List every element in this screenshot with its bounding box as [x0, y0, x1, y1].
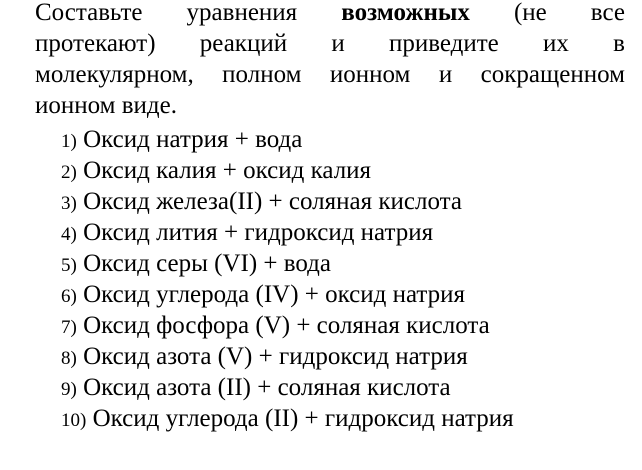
item-text: Оксид натрия + вода	[83, 126, 303, 153]
list-item	[61, 279, 465, 310]
item-text: Оксид серы (VI) + вода	[83, 250, 332, 277]
list-item	[61, 217, 433, 248]
item-text: Оксид фосфора (V) + соляная кислота	[83, 312, 490, 339]
task-word: их	[543, 30, 569, 57]
task-line-3	[35, 59, 625, 90]
item-number: 4)	[61, 224, 77, 245]
task-word: молекулярном,	[35, 61, 194, 88]
item-number: 10)	[61, 410, 87, 431]
item-text: Оксид калия + оксид калия	[83, 157, 372, 184]
task-line-4: ионном виде.	[35, 92, 177, 119]
task-word: протекают)	[35, 30, 156, 57]
task-word-emphasis: возможных	[341, 0, 470, 26]
list-item	[61, 310, 490, 341]
task-word: реакций	[199, 30, 288, 57]
item-text: Оксид углерода (IV) + оксид натрия	[83, 281, 466, 308]
task-word: в	[613, 30, 625, 57]
item-number: 8)	[61, 348, 77, 369]
list-item	[61, 186, 462, 217]
item-number: 5)	[61, 255, 77, 276]
task-line-2	[35, 28, 625, 59]
task-word: ионном	[329, 61, 411, 88]
task-word: приведите	[388, 30, 499, 57]
item-number: 3)	[61, 193, 77, 214]
item-number: 1)	[61, 131, 77, 152]
task-word: и	[331, 30, 345, 57]
list-item	[61, 372, 451, 403]
task-word: (не	[513, 0, 547, 26]
item-text: Оксид железа(II) + соляная кислота	[83, 188, 462, 215]
task-word: Составьте	[35, 0, 143, 26]
task-line-1	[35, 0, 625, 28]
item-text: Оксид лития + гидроксид натрия	[83, 219, 434, 246]
item-text: Оксид азота (II) + соляная кислота	[83, 374, 451, 401]
list-item	[61, 341, 468, 372]
item-number: 6)	[61, 286, 77, 307]
task-word: и	[438, 61, 453, 88]
task-word: все	[590, 0, 625, 26]
task-word: сокращенном	[480, 61, 625, 88]
list-item	[61, 124, 302, 155]
list-item	[61, 155, 371, 186]
item-number: 2)	[61, 162, 77, 183]
list-item	[61, 248, 331, 279]
item-number: 9)	[61, 379, 77, 400]
item-number: 7)	[61, 317, 77, 338]
item-text: Оксид углерода (II) + гидроксид натрия	[92, 405, 514, 432]
task-word: полном	[222, 61, 302, 88]
task-word: уравнения	[186, 0, 298, 26]
item-text: Оксид азота (V) + гидроксид натрия	[83, 343, 468, 370]
list-item	[61, 403, 514, 434]
